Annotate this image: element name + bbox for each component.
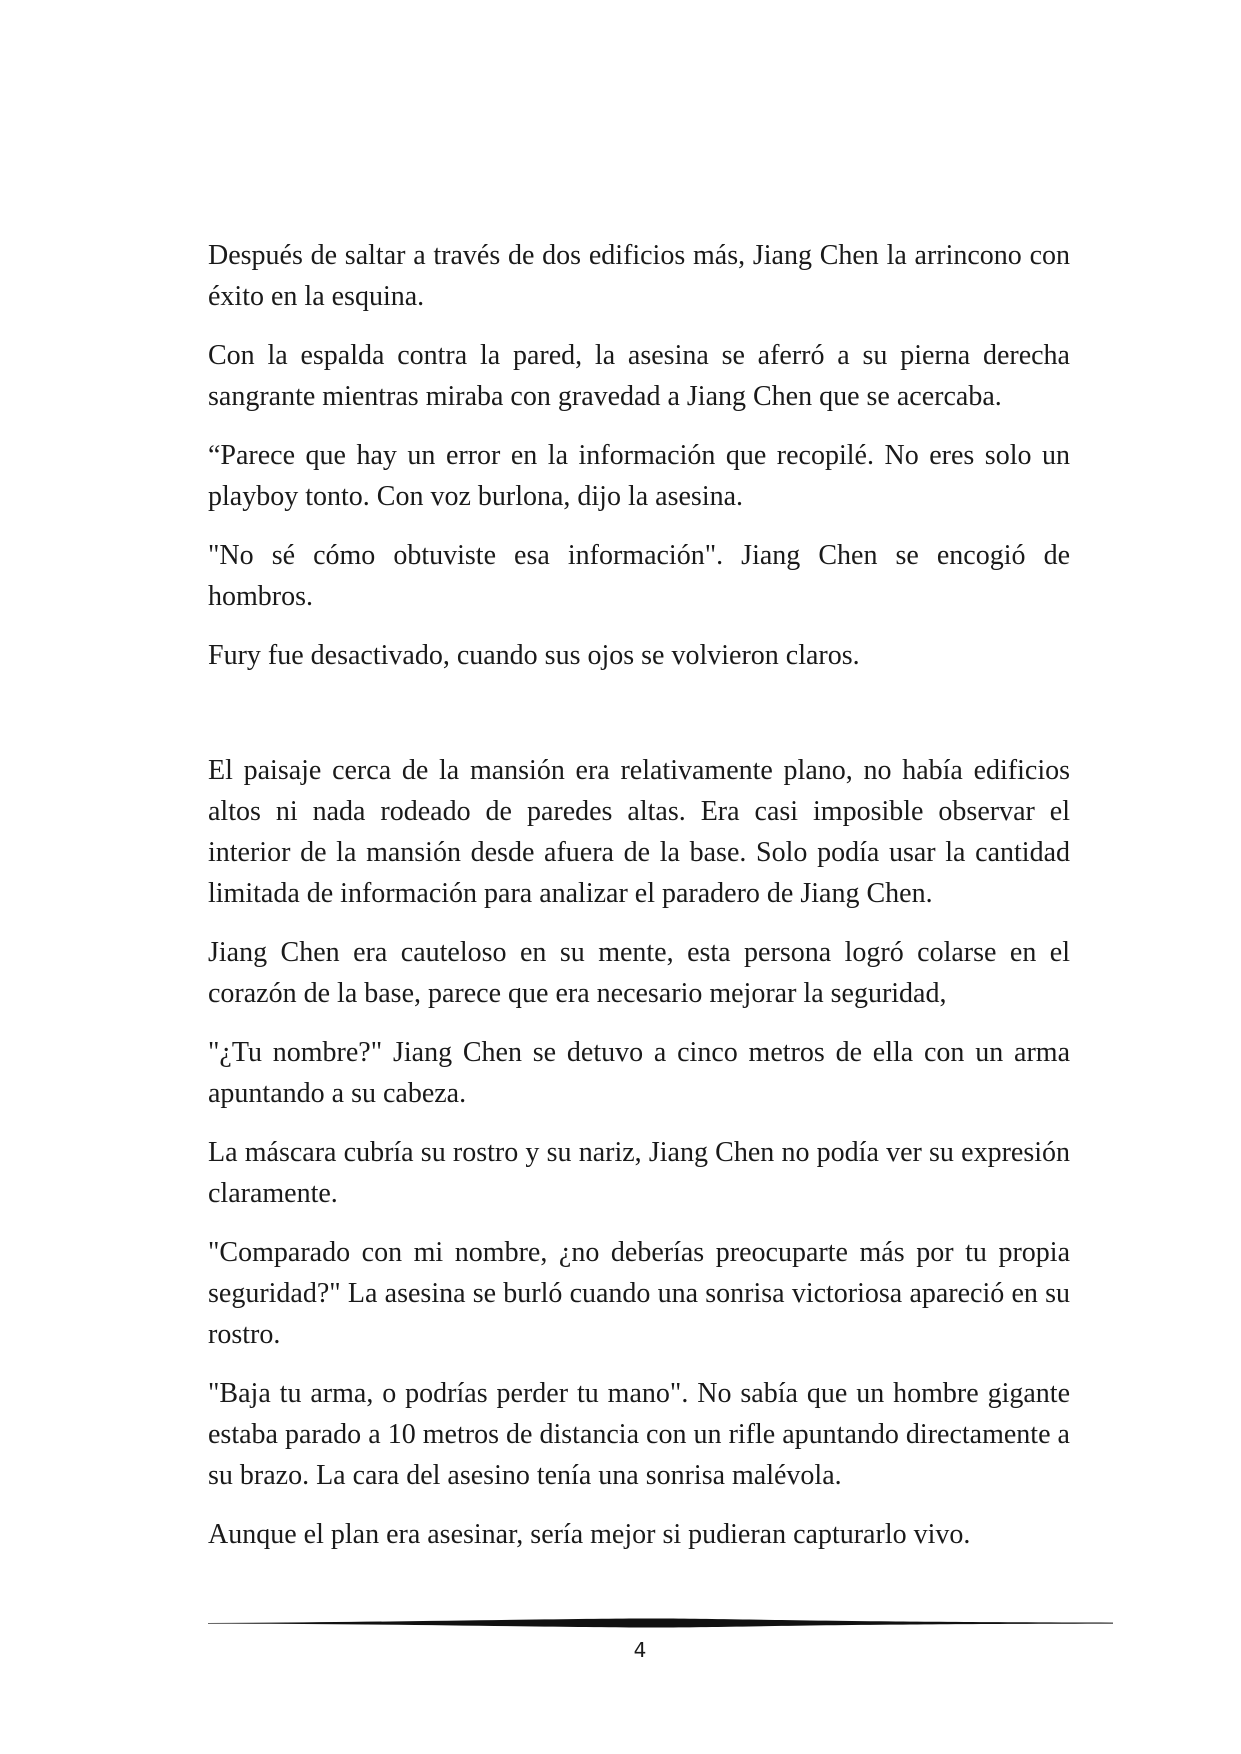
paragraph: La máscara cubría su rostro y su nariz, Jiang Chen no podía ver su expresión claramente. [208, 1137, 1070, 1209]
paragraph: Fury fue desactivado, cuando sus ojos se volvieron claros. [208, 640, 860, 671]
paragraph: “Parece que hay un error en la información que recopilé. No eres solo un playboy tonto. Con voz burlona, dijo la asesina. [208, 440, 1070, 512]
page-number: 4 [633, 1638, 647, 1662]
paragraph: "No sé cómo obtuviste esa información". Jiang Chen se encogió de hombros. [208, 540, 1070, 612]
paragraph: Después de saltar a través de dos edificios más, Jiang Chen la arrincono con éxito en la esquina. [208, 240, 1070, 312]
paragraph: El paisaje cerca de la mansión era relativamente plano, no había edificios altos ni nada rodeado de paredes altas. Era casi imposible observar el interior de la mansión desde afuera de la base. Solo podía usar la cantidad limitada de información para analizar el paradero de Jiang Chen. [208, 755, 1070, 909]
paragraph: "Comparado con mi nombre, ¿no deberías preocuparte más por tu propia seguridad?" La asesina se burló cuando una sonrisa victoriosa apareció en su rostro. [208, 1237, 1070, 1350]
footer-divider [208, 1616, 1113, 1630]
paragraph: "Baja tu arma, o podrías perder tu mano". No sabía que un hombre gigante estaba parado a 10 metros de distancia con un rifle apuntando directamente a su brazo. La cara del asesino tenía una sonrisa malévola. [208, 1378, 1070, 1491]
text-section-1 [208, 235, 1070, 694]
paragraph: "¿Tu nombre?" Jiang Chen se detuvo a cinco metros de ella con un arma apuntando a su cabeza. [208, 1037, 1070, 1109]
paragraph: Con la espalda contra la pared, la asesina se aferró a su pierna derecha sangrante mientras miraba con gravedad a Jiang Chen que se acercaba. [208, 340, 1070, 412]
text-section-2 [208, 750, 1070, 1573]
paragraph: Jiang Chen era cauteloso en su mente, esta persona logró colarse en el corazón de la base, parece que era necesario mejorar la seguridad, [208, 937, 1070, 1009]
paragraph: Aunque el plan era asesinar, sería mejor si pudieran capturarlo vivo. [208, 1519, 971, 1550]
